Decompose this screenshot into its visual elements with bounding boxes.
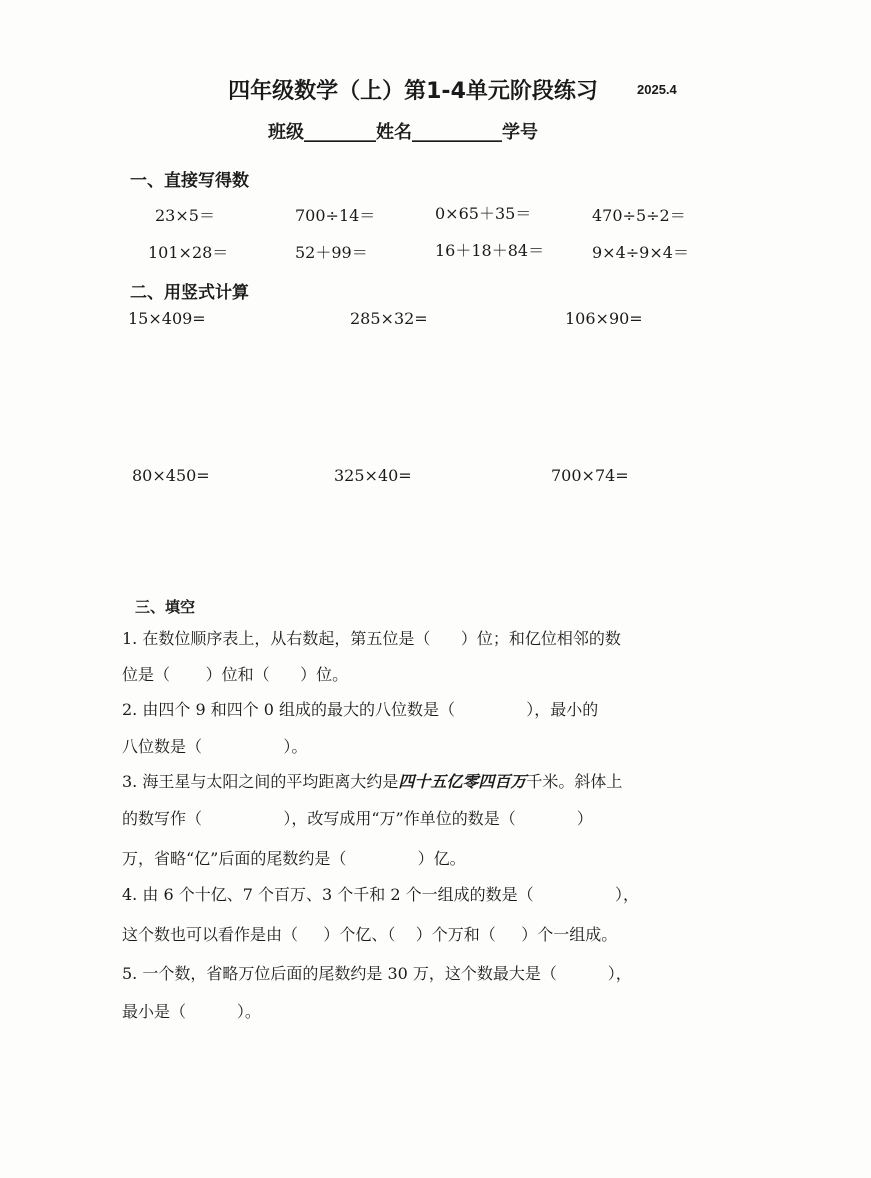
section3-heading: 三、填空: [135, 598, 196, 616]
vertical-problem: 106×90=: [565, 309, 643, 328]
fill-line-q3: [122, 769, 622, 792]
fill-line: 万，省略“亿”后面的尾数约是（ ）亿。: [122, 849, 466, 868]
fill-line: 八位数是（ ）。: [122, 737, 308, 756]
oral-problem: 16＋18＋84＝: [435, 241, 545, 260]
fill-line: 4. 由 6 个十亿、7 个百万、3 个千和 2 个一组成的数是（ ），: [122, 885, 639, 904]
q3-tail: 千米。斜体上: [526, 772, 623, 791]
oral-problem: 52＋99＝: [295, 243, 368, 262]
q3-text: 3. 海王星与太阳之间的平均距离大约是: [122, 772, 399, 791]
section2-heading: 二、用竖式计算: [130, 283, 249, 303]
oral-problem: 700÷14＝: [295, 206, 376, 225]
oral-problem: 0×65＋35＝: [435, 204, 532, 223]
fill-line: 1. 在数位顺序表上，从右数起，第五位是（ ）位；和亿位相邻的数: [122, 629, 621, 648]
oral-problem: 9×4÷9×4＝: [592, 243, 689, 262]
vertical-problem: 80×450=: [132, 466, 210, 485]
vertical-problem: 15×409=: [128, 309, 206, 328]
vertical-problem: 325×40=: [334, 466, 412, 485]
student-info-line: 班级________姓名__________学号: [268, 122, 538, 143]
fill-line: 5. 一个数，省略万位后面的尾数约是 30 万，这个数最大是（ ），: [122, 964, 632, 983]
oral-problem: 470÷5÷2＝: [592, 206, 686, 225]
date: 2025.4: [637, 82, 677, 97]
vertical-problem: 285×32=: [350, 309, 428, 328]
oral-problem: 23×5＝: [155, 206, 215, 225]
oral-problem: 101×28＝: [148, 243, 229, 262]
fill-line: 2. 由四个 9 和四个 0 组成的最大的八位数是（ ），最小的: [122, 700, 599, 719]
fill-line: 的数写作（ ），改写成用“万”作单位的数是（ ）: [122, 809, 593, 828]
vertical-problem: 700×74=: [551, 466, 629, 485]
fill-line: 最小是（ ）。: [122, 1002, 261, 1021]
section1-heading: 一、直接写得数: [130, 171, 249, 191]
fill-line: 位是（ ）位和（ ）位。: [122, 665, 349, 684]
fill-line: 这个数也可以看作是由（ ）个亿、（ ）个万和（ ）个一组成。: [122, 925, 618, 944]
q3-italic-number: 四十五亿零四百万: [398, 772, 527, 791]
page-title: 四年级数学（上）第1-4单元阶段练习: [228, 79, 598, 104]
